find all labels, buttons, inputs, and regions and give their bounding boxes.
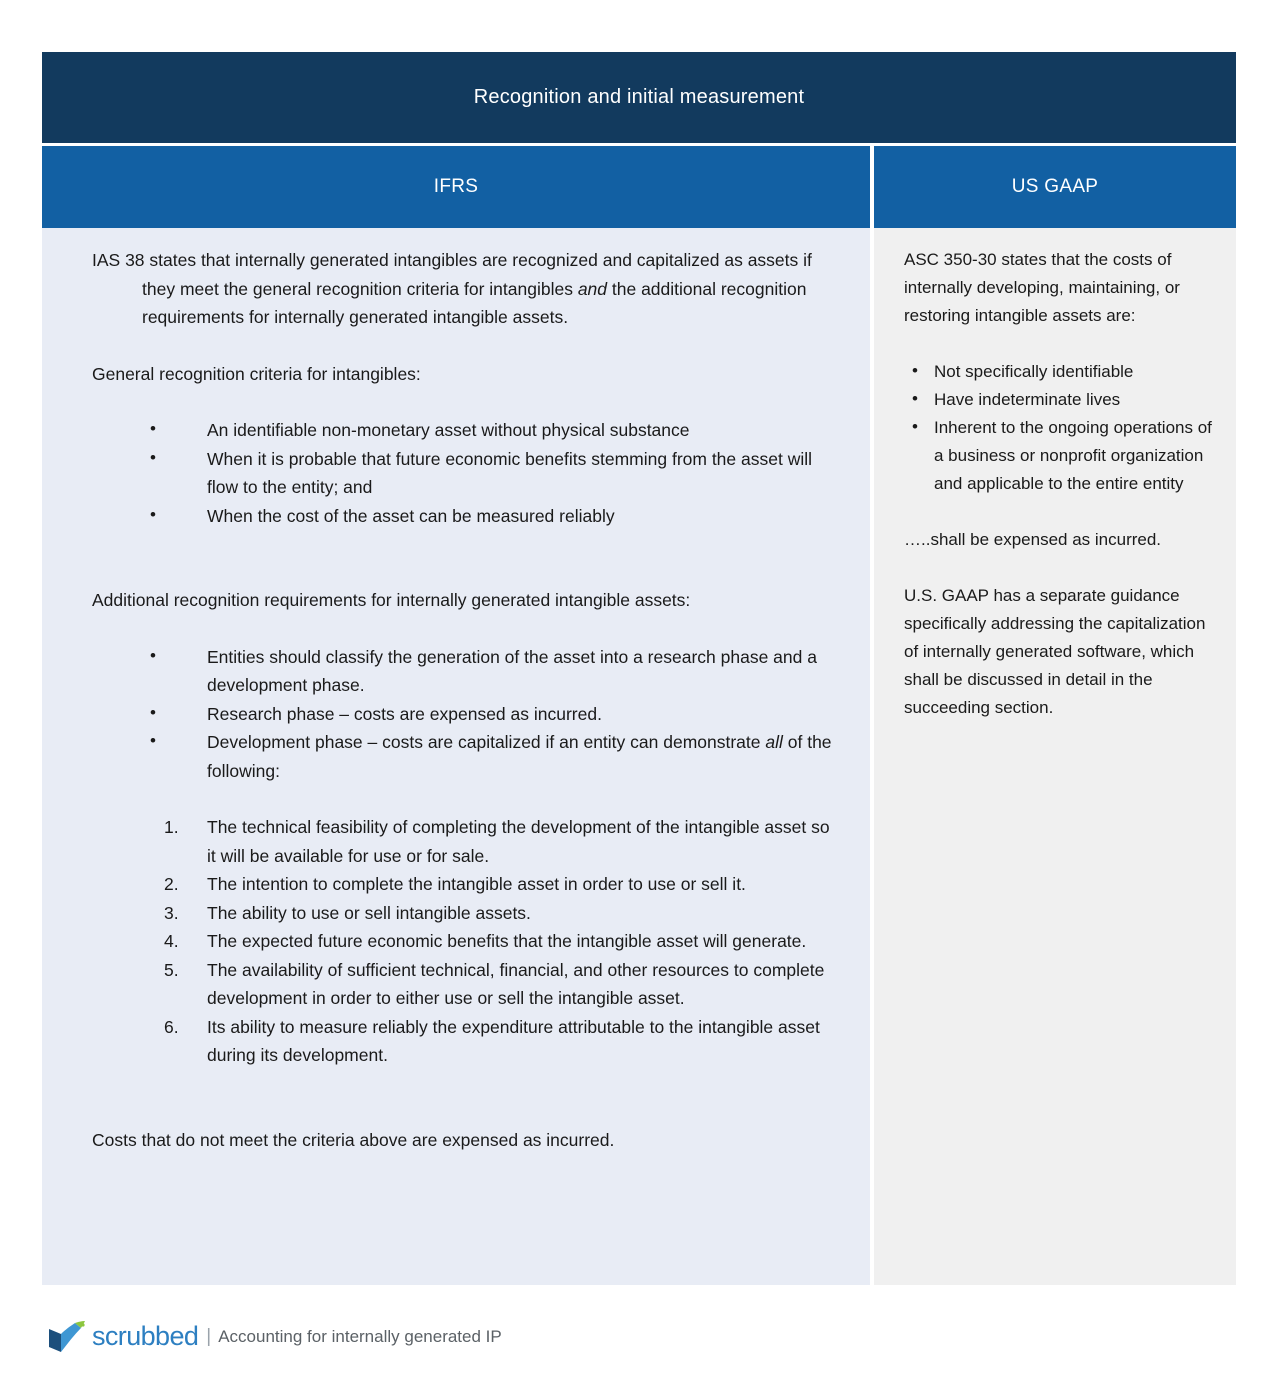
ifrs-intro-lead: IAS 38 states that internally generated intangibles are recognized and capitalized as assets if they meet the general recognition criteria for intangibles [92, 250, 812, 299]
ifrs-development-tail: of the following: [207, 732, 832, 781]
list-item: The ability to use or sell intangible assets. [207, 902, 531, 923]
column-header-ifrs-label: IFRS [433, 176, 479, 197]
ifrs-general-criteria-list [92, 416, 840, 530]
list-item: • An identifiable non-monetary asset without physical substance [92, 416, 840, 445]
ifrs-additional-requirements-list [92, 643, 840, 786]
list-item: The expected future economic benefits that the intangible asset will generate. [207, 931, 807, 951]
list-item: • Not specifically identifiable [904, 358, 1214, 386]
comparison-table [42, 52, 1236, 1285]
usgaap-closing-paragraph: U.S. GAAP has a separate guidance specifically addressing the capitalization of internally generated software, which shall be discussed in detail in the succeeding section. [904, 586, 1206, 717]
list-item: The intention to complete the intangible asset in order to use or sell it. [207, 874, 746, 894]
list-item [92, 728, 840, 785]
spacer [92, 615, 840, 643]
column-header-ifrs [42, 146, 870, 228]
ifrs-development-lead: Development phase – costs are capitalized if an entity can demonstrate [207, 732, 766, 752]
list-item: The technical feasibility of completing the development of the intangible asset so it will be available for use or for sale. [207, 817, 830, 866]
table-title: Recognition and initial measurement [473, 86, 805, 108]
list-item: • When the cost of the asset can be measured reliably [92, 502, 840, 531]
page-footer [48, 1313, 502, 1359]
ifrs-additional-heading: Additional recognition requirements for internally generated intangible assets: [92, 590, 691, 610]
list-item: Its ability to measure reliably the expenditure attributable to the intangible asset during its development. [207, 1016, 820, 1065]
ifrs-development-emphasis: all [765, 732, 783, 752]
ifrs-intro-tail: the additional recognition requirements for internally generated intangible assets. [142, 278, 807, 327]
scrubbed-logo-icon [48, 1319, 88, 1353]
spacer [904, 554, 1214, 582]
usgaap-intro-paragraph: ASC 350-30 states that the costs of internally developing, maintaining, or restoring intangible assets are: [904, 250, 1180, 325]
table-title-bar [42, 52, 1236, 143]
list-item: • Research phase – costs are expensed as incurred. [92, 700, 840, 729]
spacer [92, 388, 840, 416]
ifrs-content-cell [42, 228, 870, 1285]
spacer [92, 530, 840, 586]
list-item: The availability of sufficient technical, financial, and other resources to complete development in order to either use or sell the intangible asset. [207, 959, 825, 1008]
spacer [92, 1070, 840, 1126]
spacer [92, 332, 840, 360]
ifrs-general-heading: General recognition criteria for intangibles: [92, 363, 421, 384]
spacer [904, 498, 1214, 526]
ifrs-closing-paragraph: Costs that do not meet the criteria above are expensed as incurred. [92, 1129, 615, 1150]
ifrs-development-criteria-list [92, 813, 840, 1070]
list-item: • Inherent to the ongoing operations of a business or nonprofit organization and applicable to the entire entity [904, 414, 1214, 498]
spacer [92, 785, 840, 813]
ifrs-intro-paragraph [92, 246, 840, 332]
brand-wordmark: scrubbed [92, 1320, 199, 1351]
table-body-row [42, 228, 1236, 1285]
list-item: • When it is probable that future economic benefits stemming from the asset will flow to the entity; and [92, 445, 840, 502]
ifrs-intro-emphasis: and [577, 278, 608, 299]
column-header-usgaap [874, 146, 1236, 228]
footer-caption: Accounting for internally generated IP [218, 1326, 502, 1346]
usgaap-content-cell [874, 228, 1236, 1285]
footer-separator: | [206, 1325, 212, 1347]
usgaap-expensed-note: …..shall be expensed as incurred. [904, 530, 1162, 549]
column-header-usgaap-label: US GAAP [1011, 176, 1099, 197]
list-item: • Entities should classify the generation of the asset into a research phase and a development phase. [92, 643, 840, 700]
column-header-row [42, 146, 1236, 228]
spacer [904, 330, 1214, 358]
usgaap-criteria-list [904, 358, 1214, 498]
list-item: • Have indeterminate lives [904, 386, 1214, 414]
